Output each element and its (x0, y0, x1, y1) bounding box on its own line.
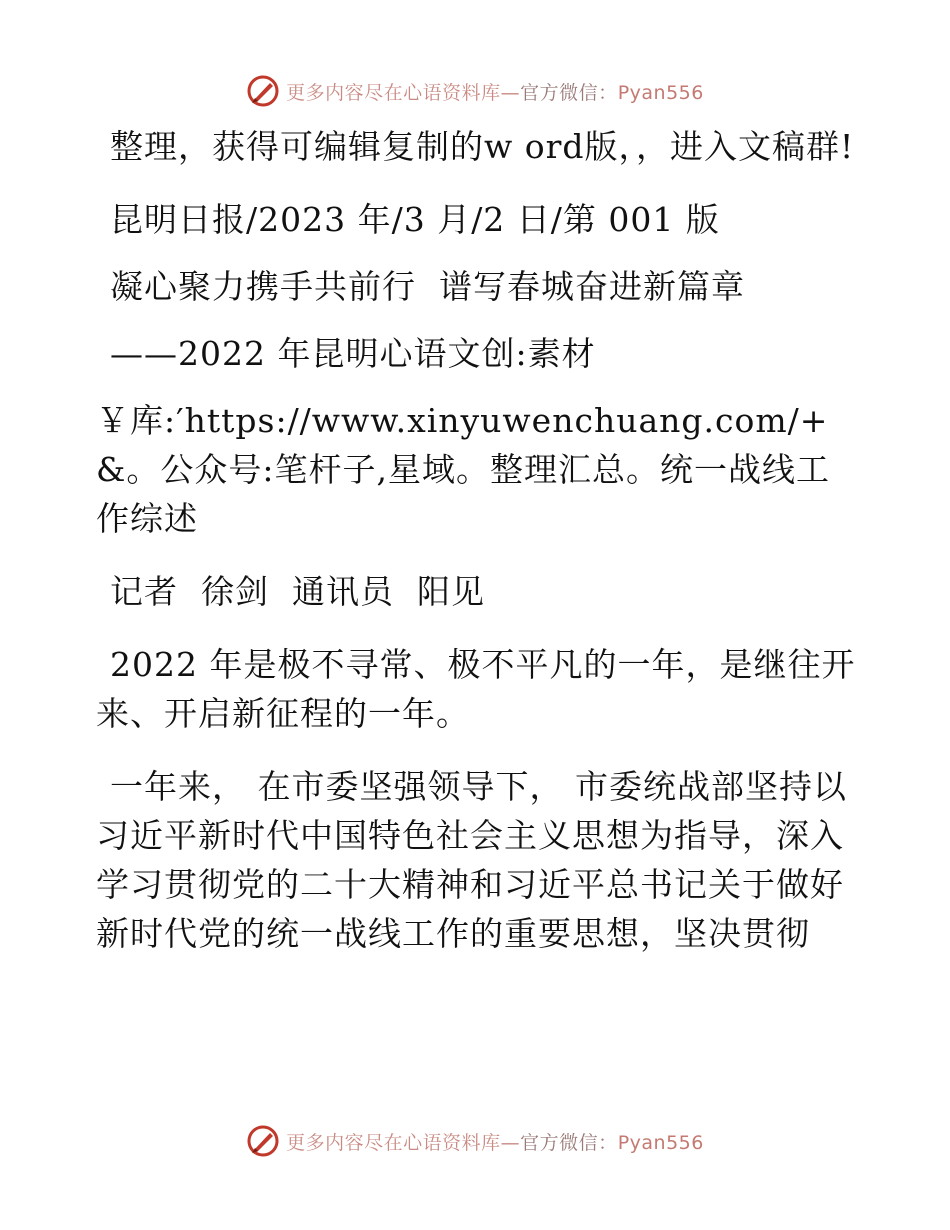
paragraph-intro: 整理，获得可编辑复制的w ord版，，进入文稿群! (110, 127, 855, 166)
watermark-wechat-id: Pyan556 (617, 81, 704, 104)
brush-pen-logo-icon (246, 74, 280, 108)
watermark-site: 更多内容尽在心语资料库 (286, 81, 501, 104)
document-body (96, 122, 858, 982)
watermark-site: 更多内容尽在心语资料库 (286, 1131, 501, 1154)
watermark-wechat-label: 官方微信： (520, 81, 618, 104)
source-line: 昆明日报/2023 年/3 月/2 日/第 001 版 (110, 200, 720, 239)
paragraph-source-note: ￥库:′https://www.xinyuwenchuang.com/+&。公众号:笔杆子,星域。整理汇总。统一战线工作综述 (96, 401, 830, 538)
watermark-separator: — (500, 81, 521, 104)
paragraph-body-2: 一年来， 在市委坚强领导下， 市委统战部坚持以习近平新时代中国特色社会主义思想为指导，深入学习贯彻党的二十大精神和习近平总书记关于做好新时代党的统一战线工作的重要思想，坚决贯彻 (96, 767, 847, 953)
byline: 记者 徐剑 通讯员 阳见 (110, 572, 485, 611)
footer-watermark (0, 1121, 950, 1161)
watermark-text (286, 78, 704, 105)
paragraph-body-1: 2022 年是极不寻常、极不平凡的一年，是继往开来、开启新征程的一年。 (96, 645, 856, 733)
watermark-text (286, 1128, 704, 1155)
watermark-wechat-label: 官方微信： (520, 1131, 618, 1154)
article-title: 凝心聚力携手共前行 谱写春城奋进新篇章 (110, 267, 745, 306)
article-subtitle: ——2022 年昆明心语文创:素材 (110, 334, 596, 373)
header-watermark (0, 71, 950, 111)
watermark-wechat-id: Pyan556 (617, 1131, 704, 1154)
watermark-separator: — (500, 1131, 521, 1154)
brush-pen-logo-icon (246, 1124, 280, 1158)
